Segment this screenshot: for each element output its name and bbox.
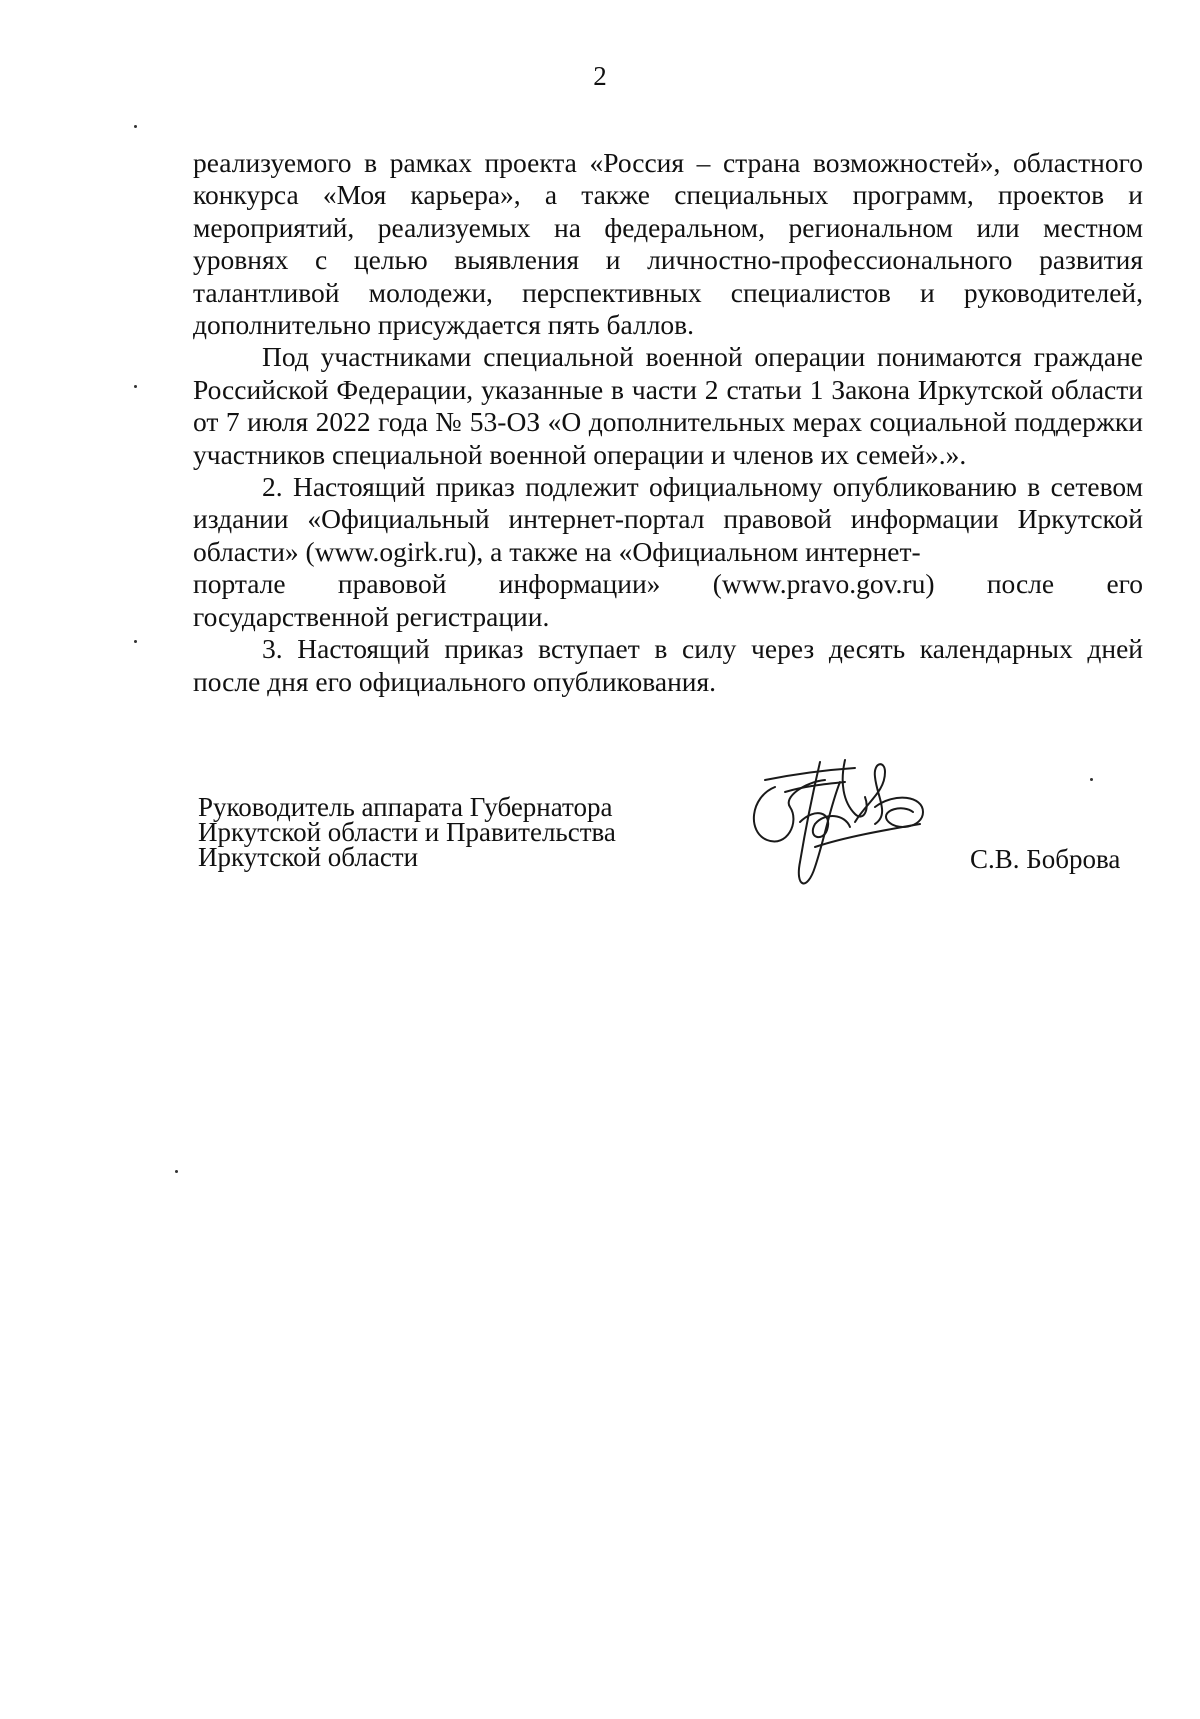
document-body	[193, 147, 1143, 698]
paragraph-svo-participants: Под участниками специальной военной операции понимаются граждане Российской Федерации, указанные в части 2 статьи 1 Закона Иркутской области от 7 июля 2022 года № 53-ОЗ «О дополнительных мерах социальной поддержки участников специальной военной операции и членов их семей».».	[193, 341, 1143, 470]
signatory-position: Руководитель аппарата Губернатора Иркутской области и Правительства Иркутской области	[198, 792, 616, 872]
scan-speck	[1090, 778, 1093, 781]
scan-speck	[134, 640, 137, 643]
scan-speck	[134, 125, 137, 128]
page-number: 2	[593, 61, 607, 91]
paragraph-item-3: 3. Настоящий приказ вступает в силу через десять календарных дней после дня его официального опубликования.	[193, 633, 1143, 697]
handwritten-signature	[745, 752, 945, 902]
scan-speck	[134, 385, 137, 388]
paragraph-item-2: 2. Настоящий приказ подлежит официальному опубликованию в сетевом издании «Официальный интернет-портал правовой информации Иркутской области» (www.ogirk.ru), а также на «Официальном интернет-	[193, 471, 1143, 567]
signatory-name: С.В. Боброва	[970, 844, 1121, 874]
paragraph-item-2-end: государственной регистрации.	[193, 600, 550, 632]
paragraph-item-2-continued: портале правовой информации» (www.pravo.gov.ru) после его	[193, 568, 1143, 600]
scan-speck	[175, 1170, 178, 1173]
paragraph-continuation: реализуемого в рамках проекта «Россия – страна возможностей», областного конкурса «Моя карьера», а также специальных программ, проектов и мероприятий, реализуемых на федеральном, региональном или местном уровнях с целью выявления и личностно-профессионального развития талантливой молодежи, перспективных специалистов и руководителей, дополнительно присуждается пять баллов.	[193, 147, 1143, 341]
